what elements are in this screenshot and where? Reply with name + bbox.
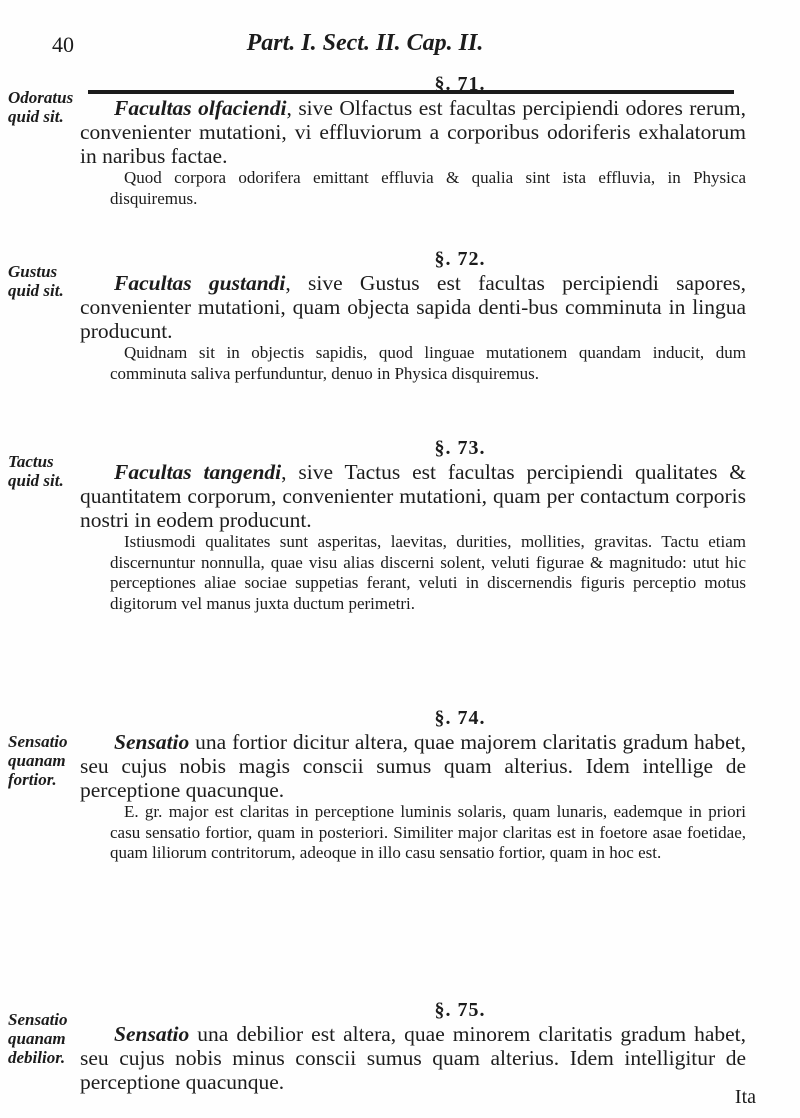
margin-note-gustus: Gustus quid sit. (8, 262, 64, 300)
scholium-text: E. gr. major est claritas in perceptione luminis solaris, quam lunaris, eademque in priori casu sensatio fortior, quam in posteriori. Similiter major claritas est in foetore asae foetidae, quam liliorum contritorum, adeoque in illo casu sensatio fortior, quam in hoc est. (110, 802, 746, 862)
page-number: 40 (52, 32, 74, 57)
term: Facultas tangendi (114, 460, 282, 484)
definition-text (80, 271, 746, 343)
section-74 (80, 706, 750, 864)
term: Sensatio (114, 1022, 190, 1046)
margin-note-tactus: Tactus quid sit. (8, 452, 64, 490)
section-number: §. 72. (434, 248, 486, 270)
definition-body: una fortior dicitur altera, quae majorem claritatis gradum habet, seu cujus nobis magis conscii sumus quam alterius. Idem intellige de perceptione quacunque. (80, 730, 746, 802)
section-71 (80, 72, 750, 209)
margin-note-sensatio-debilior: Sensatio quanam debilior. (8, 1010, 68, 1067)
scholium-text: Istiusmodi qualitates sunt asperitas, laevitas, durities, mollities, gravitas. Tactu etiam discernuntur nonnulla, quae visu alias discerni solent, veluti figurae & magnitudo: utut hic perceptiones aliae sociae suppetias ferant, veluti in discernendis figuris perceptio motus digitorum vel manus juxta ductum perimetri. (110, 532, 746, 613)
term: Facultas gustandi (114, 271, 286, 295)
running-head: Part. I. Sect. II. Cap. II. (246, 30, 484, 56)
section-73 (80, 436, 750, 614)
section-number: §. 75. (434, 999, 486, 1021)
definition-body: una debilior est altera, quae minorem claritatis gradum habet, seu cujus nobis minus conscii sumus quam alterius. Idem intelligitur de perceptione quacunque. (80, 1022, 746, 1094)
section-number: §. 71. (434, 73, 486, 95)
section-number: §. 74. (434, 707, 486, 729)
definition-body: , sive Olfactus est facultas percipiendi odores rerum, convenienter mutationi, vi effluviorum a corporibus odoriferis exhalatorum in naribus factae. (80, 96, 746, 168)
definition-text (80, 1022, 746, 1094)
scholium-text: Quod corpora odorifera emittant effluvia & qualia sint ista effluvia, in Physica disquiremus. (110, 168, 746, 208)
page-header (0, 30, 800, 62)
definition-text (80, 96, 746, 168)
margin-note-sensatio-fortior: Sensatio quanam fortior. (8, 732, 68, 789)
definition-body: , sive Gustus est facultas percipiendi sapores, convenienter mutationi, quam objecta sapida denti-bus comminuta in lingua producunt. (80, 271, 746, 343)
section-72 (80, 247, 750, 384)
margin-note-odoratus: Odoratus quid sit. (8, 88, 74, 126)
term: Facultas olfaciendi (114, 96, 287, 120)
definition-body: , sive Tactus est facultas percipiendi qualitates & quantitatem corporum, convenienter mutationi, quam per contactum corporis nostri in eodem producunt. (80, 460, 747, 532)
definition-text (80, 460, 746, 532)
scholium-text: Quidnam sit in objectis sapidis, quod linguae mutationem quandam inducit, dum comminuta saliva perfunduntur, denuo in Physica disquiremus. (110, 343, 746, 383)
section-number: §. 73. (434, 437, 486, 459)
definition-text (80, 730, 746, 802)
catchword: Ita (734, 1086, 756, 1108)
section-75 (80, 998, 750, 1094)
term: Sensatio (114, 730, 190, 754)
